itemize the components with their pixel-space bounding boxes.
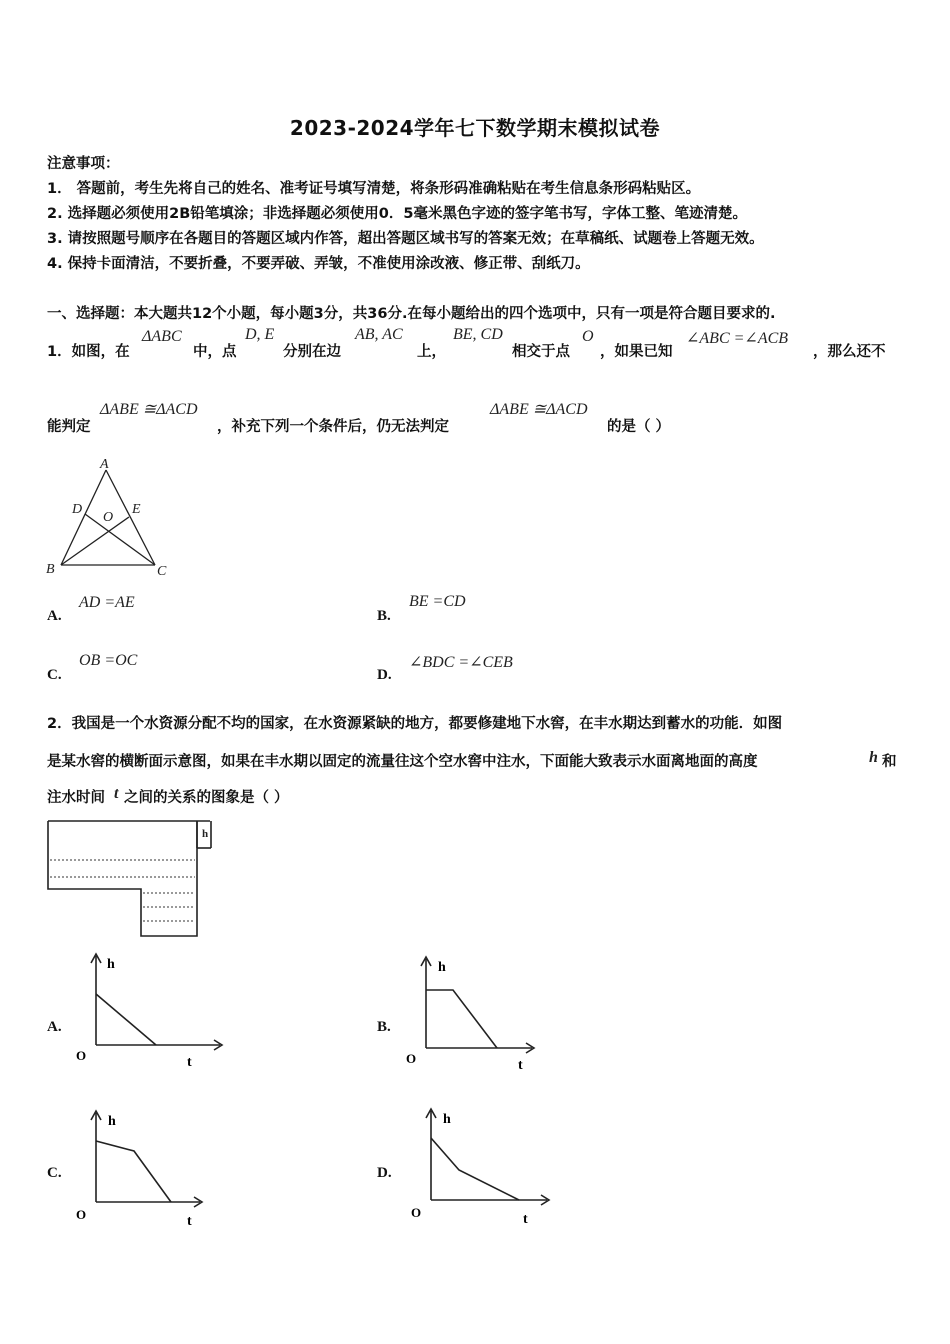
graph-c-h: h <box>108 1114 116 1129</box>
q2-graph-b <box>400 953 560 1078</box>
graph-b-o: O <box>406 1051 417 1066</box>
q1-option-a: AD =AE <box>79 594 135 611</box>
q1-option-b: BE =CD <box>409 593 466 610</box>
q1-math-8: ΔABE ≅ΔACD <box>490 401 588 418</box>
q2-line-3c: 之间的关系的图象是（ ） <box>124 790 289 806</box>
q1-text-9: ，补充下列一个条件后，仍无法判定 <box>217 419 449 435</box>
graph-d-o: O <box>411 1205 422 1220</box>
q1-option-d-label: D. <box>377 667 392 683</box>
q1-option-b-label: B. <box>377 608 391 624</box>
graph-a-o: O <box>76 1048 87 1063</box>
q2-option-c-label: C. <box>47 1165 62 1181</box>
fig-label-a: A <box>100 457 109 472</box>
q1-text-4: 上， <box>417 344 446 360</box>
tank-h-label: h <box>202 828 209 840</box>
q1-option-a-label: A. <box>47 608 62 624</box>
q1-option-c-label: C. <box>47 667 62 683</box>
q2-graph-c <box>70 1107 230 1232</box>
q1-text-3: 分别在边 <box>283 344 341 360</box>
q2-line-3b: t <box>114 785 119 802</box>
graph-b-h: h <box>438 960 446 975</box>
notice-item-4: 4. 保持卡面清洁，不要折叠，不要弄破、弄皱，不准使用涂改液、修正带、刮纸刀。 <box>47 256 590 272</box>
q1-math-2: D, E <box>245 326 275 343</box>
graph-c-t: t <box>187 1214 192 1229</box>
graph-a-t: t <box>187 1055 192 1070</box>
q1-text-2: 中，点 <box>193 344 237 360</box>
q1-text-7: ，那么还不 <box>813 344 886 360</box>
notice-item-3: 3. 请按照题号顺序在各题目的答题区域内作答，超出答题区域书写的答案无效；在草稿纸、试题卷上答题无效。 <box>47 231 764 247</box>
graph-b-t: t <box>518 1058 523 1073</box>
q1-math-5: O <box>582 328 594 345</box>
q2-line-1: 2．我国是一个水资源分配不均的国家，在水资源紧缺的地方，都要修建地下水窖，在丰水期达到蓄水的功能．如图 <box>47 716 783 732</box>
q2-option-d-label: D. <box>377 1165 392 1181</box>
q1-triangle-figure <box>40 455 180 580</box>
graph-d-t: t <box>523 1212 528 1227</box>
fig-label-c: C <box>157 564 167 579</box>
q2-option-b-label: B. <box>377 1019 391 1035</box>
q1-text-6: ，如果已知 <box>600 344 673 360</box>
q1-math-3: AB, AC <box>355 326 403 343</box>
q1-option-c: OB =OC <box>79 652 138 669</box>
notice-item-1: 1． 答题前，考生先将自己的姓名、准考证号填写清楚，将条形码准确粘贴在考生信息条形码粘贴区。 <box>47 181 701 197</box>
q1-text-5: 相交于点 <box>512 344 570 360</box>
q2-tank-figure <box>45 818 220 943</box>
section-heading: 一、选择题：本大题共12个小题，每小题3分，共36分.在每小题给出的四个选项中，只有一项是符合题目要求的. <box>47 306 776 322</box>
notice-heading: 注意事项： <box>47 156 120 172</box>
q2-line-3a: 注水时间 <box>47 790 105 806</box>
q1-math-4: BE, CD <box>453 326 503 343</box>
q1-math-1: ΔABC <box>142 328 182 345</box>
q2-line-2a: 是某水窖的横断面示意图，如果在丰水期以固定的流量往这个空水窖中注水，下面能大致表示水面离地面的高度 <box>47 754 758 770</box>
q2-graph-d <box>405 1105 565 1230</box>
q2-line-2b: h <box>869 749 878 766</box>
page-title: 2023-2024学年七下数学期末模拟试卷 <box>289 116 661 140</box>
q2-graph-a <box>70 950 230 1075</box>
q2-line-2c: 和 <box>882 754 897 770</box>
notice-item-2: 2. 选择题必须使用2B铅笔填涂；非选择题必须使用0．5毫米黑色字迹的签字笔书写，字体工整、笔迹清楚。 <box>47 206 747 222</box>
q1-text-8: 能判定 <box>47 419 91 435</box>
graph-a-h: h <box>107 957 115 972</box>
fig-label-o: O <box>103 510 114 525</box>
fig-label-d: D <box>72 502 83 517</box>
q1-text-1: 1．如图，在 <box>47 344 130 360</box>
fig-label-e: E <box>132 502 141 517</box>
graph-d-h: h <box>443 1112 451 1127</box>
q1-option-d: ∠BDC =∠CEB <box>409 654 513 671</box>
graph-c-o: O <box>76 1207 87 1222</box>
q2-option-a-label: A. <box>47 1019 62 1035</box>
fig-label-b: B <box>46 562 55 577</box>
q1-math-7: ΔABE ≅ΔACD <box>100 401 198 418</box>
q1-text-10: 的是（ ） <box>607 419 671 435</box>
q1-math-6: ∠ABC =∠ACB <box>686 330 789 347</box>
